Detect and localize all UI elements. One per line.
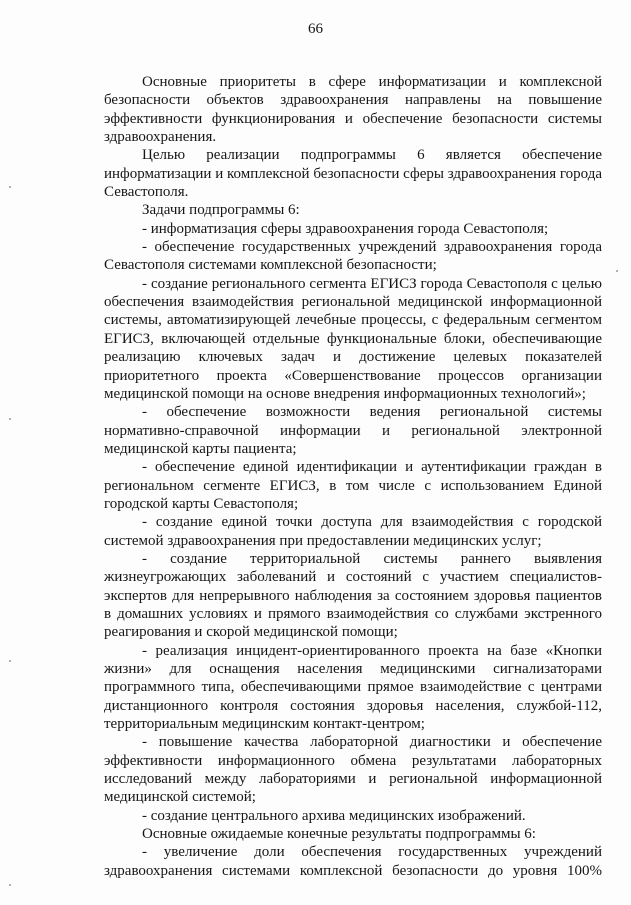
scan-speck [9,418,11,420]
paragraph-priorities: Основные приоритеты в сфере информатизации и комплексной безопасности объектов здравоохранения направлены на повышение эффективности функционирования и обеспечение безопасности системы здравоохранения. [104,74,602,146]
list-item-task-2: - обеспечение государственных учреждений здравоохранения города Севастополя системами комплексной безопасности; [104,239,602,274]
list-item-result-1: - увеличение доли обеспечения государственных учреждений здравоохранения системами комплексной безопасности до уровня 100% [104,844,602,879]
scan-speck [616,270,618,272]
scan-speck [9,884,11,886]
scan-speck [9,660,11,662]
paragraph-goal: Целью реализации подпрограммы 6 является обеспечение информатизации и комплексной безопасности сферы здравоохранения города Севастополя. [104,147,602,201]
list-item-task-1: - информатизация сферы здравоохранения города Севастополя; [142,220,549,237]
scan-speck [9,186,11,188]
list-item-task-8: - реализация инцидент-ориентированного проекта на базе «Кнопки жизни» для оснащения населения медицинскими сигнализаторами программного типа, обеспечивающими прямое взаимодействие с центрами дистанционного контроля состояния здоровья населения, службой-112, территориальным медицинским контакт-центром; [104,642,602,733]
list-item-task-4: - обеспечение возможности ведения региональной системы нормативно-справочной информации и региональной электронной медицинской карты пациента; [104,404,602,457]
list-item-task-7: - создание территориальной системы раннего выявления жизнеугрожающих заболеваний и состояний с участием специалистов-экспертов для непрерывного наблюдения за состоянием здоровья пациентов в домашних условиях и прямого взаимодействия со службами экстренного реагирования и скорой медицинской помощи; [104,550,602,641]
list-item-task-6: - создание единой точки доступа для взаимодействия с городской системой здравоохранения при предоставлении медицинских услуг; [104,514,602,549]
paragraph-results-heading: Основные ожидаемые конечные результаты подпрограммы 6: [142,826,536,843]
list-item-task-9: - повышение качества лабораторной диагностики и обеспечение эффективности информационного обмена результатами лабораторных исследований между лабораториями и региональной информационной медицинской системой; [104,734,602,806]
list-item-task-10: - создание центрального архива медицинских изображений. [142,807,526,824]
document-body [104,73,602,880]
list-item-task-5: - обеспечение единой идентификации и аутентификации граждан в региональном сегменте ЕГИСЗ, в том числе с использованием Единой городской карты Севастополя; [104,459,602,512]
paragraph-tasks-heading: Задачи подпрограммы 6: [142,202,300,219]
list-item-task-3: - создание регионального сегмента ЕГИСЗ города Севастополя с целью обеспечения взаимодействия региональной медицинской информационной системы, автоматизирующей лечебные процессы, с федеральным сегментом ЕГИСЗ, включающей отдельные функциональные блоки, обеспечивающие реализацию ключевых задач и достижение целевых показателей приоритетного проекта «Совершенствование процессов организации медицинской помощи на основе внедрения информационных технологий»; [104,275,602,402]
page-number: 66 [308,21,323,37]
